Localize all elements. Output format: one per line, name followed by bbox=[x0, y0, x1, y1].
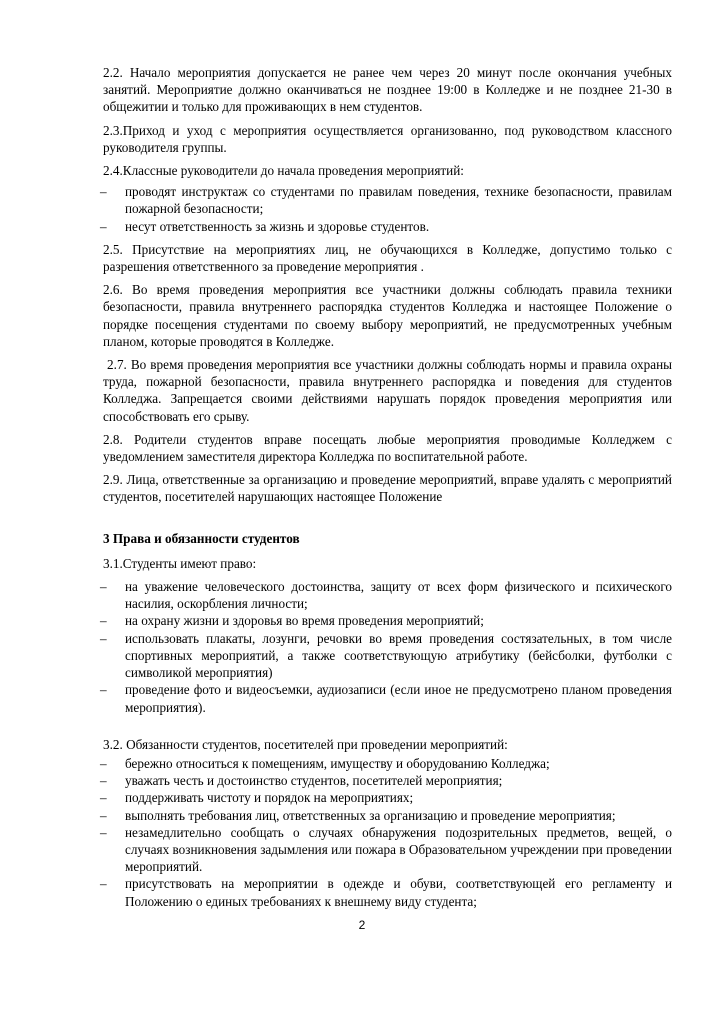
dash-bullet: – bbox=[100, 682, 107, 698]
dash-bullet: – bbox=[100, 184, 107, 200]
list-item: – несут ответственность за жизнь и здоровье студентов. bbox=[100, 218, 430, 234]
list-item: – проводят инструктаж со студентами по правилам поведения, технике безопасности, правилам пожарной безопасности; bbox=[100, 184, 672, 217]
paragraph-2-4: 2.4.Классные руководители до начала проведения мероприятий: bbox=[103, 163, 464, 179]
dash-bullet: – bbox=[100, 773, 107, 789]
list-item: – присутствовать на мероприятии в одежде и обуви, соответствующей его регламенту и Положению о единых требованиях к внешнему виду студента; bbox=[100, 876, 672, 909]
list-3-1 bbox=[100, 578, 672, 716]
paragraph-2-3: 2.3.Приход и уход с мероприятия осуществляется организованно, под руководством классного руководителя группы. bbox=[103, 122, 672, 155]
dash-bullet: – bbox=[100, 824, 107, 840]
paragraph-3-2: 3.2. Обязанности студентов, посетителей при проведении мероприятий: bbox=[103, 736, 508, 752]
list-item: – уважать честь и достоинство студентов, посетителей мероприятия; bbox=[100, 773, 503, 789]
document-page bbox=[100, 64, 676, 910]
list-item: – незамедлительно сообщать о случаях обнаружения подозрительных предметов, вещей, о случаях возникновения задымления или пожара в Образовательном учреждении при проведении мероприятий. bbox=[100, 824, 672, 875]
paragraph-2-2: 2.2. Начало мероприятия допускается не ранее чем через 20 минут после окончания учебных занятий. Мероприятие должно оканчиваться не позднее 19:00 в Колледже и не позднее 21-30 в общежитии и только для проживающих в нем студентов. bbox=[103, 65, 672, 115]
paragraph-2-7: 2.7. Во время проведения мероприятия все участники должны соблюдать нормы и правила охраны труда, пожарной безопасности, правила внутреннего распорядка и поведения для студентов Колледжа. Запрещается своими действиями нарушать порядок проведения мероприятия или способствовать его срыву. bbox=[103, 357, 676, 424]
section-heading: 3 Права и обязанности студентов bbox=[103, 530, 300, 546]
paragraph-2-6: 2.6. Во время проведения мероприятия все участники должны соблюдать правила техники безопасности, правила внутреннего распорядка студентов Колледжа и настоящее Положение о порядке посещения студентами по своему выбору мероприятий, не предусмотренных учебным планом, которые проводятся в Колледже. bbox=[103, 282, 672, 349]
dash-bullet: – bbox=[100, 755, 107, 771]
page-number: 2 bbox=[358, 918, 366, 932]
paragraph-2-9: 2.9. Лица, ответственные за организацию и проведение мероприятий, вправе удалять с мероприятий студентов, посетителей нарушающих настоящее Положение bbox=[103, 472, 672, 505]
dash-bullet: – bbox=[100, 807, 107, 823]
dash-bullet: – bbox=[100, 790, 107, 806]
list-item: – поддерживать чистоту и порядок на мероприятиях; bbox=[100, 790, 414, 806]
list-item: – на уважение человеческого достоинства, защиту от всех форм физического и психического насилия, оскорбления личности; bbox=[100, 579, 672, 612]
list-item: – бережно относиться к помещениям, имуществу и оборудованию Колледжа; bbox=[100, 755, 550, 771]
paragraph-2-8: 2.8. Родители студентов вправе посещать любые мероприятия проводимые Колледжем с уведомлением заместителя директора Колледжа по воспитательной работе. bbox=[103, 431, 672, 465]
list-item: – на охрану жизни и здоровья во время проведения мероприятий; bbox=[100, 613, 484, 629]
dash-bullet: – bbox=[100, 579, 107, 595]
list-2-4 bbox=[100, 183, 672, 235]
dash-bullet: – bbox=[100, 218, 107, 234]
list-item: – использовать плакаты, лозунги, речовки во время проведения состязательных, в том числе спортивных мероприятий, а также соответствующую атрибутику (бейсболки, футболки с символикой мероприятия) bbox=[100, 630, 672, 681]
list-item: – проведение фото и видеосъемки, аудиозаписи (если иное не предусмотрено планом проведения мероприятия). bbox=[100, 682, 672, 715]
dash-bullet: – bbox=[100, 630, 107, 646]
paragraph-3-1: 3.1.Студенты имеют право: bbox=[103, 555, 257, 571]
list-item: – выполнять требования лиц, ответственных за организацию и проведение мероприятия; bbox=[100, 807, 616, 823]
dash-bullet: – bbox=[100, 876, 107, 892]
paragraph-2-5: 2.5. Присутствие на мероприятиях лиц, не обучающихся в Колледже, допустимо только с разрешения ответственного за проведение мероприятия . bbox=[103, 241, 672, 275]
list-3-2 bbox=[100, 755, 672, 910]
dash-bullet: – bbox=[100, 613, 107, 629]
